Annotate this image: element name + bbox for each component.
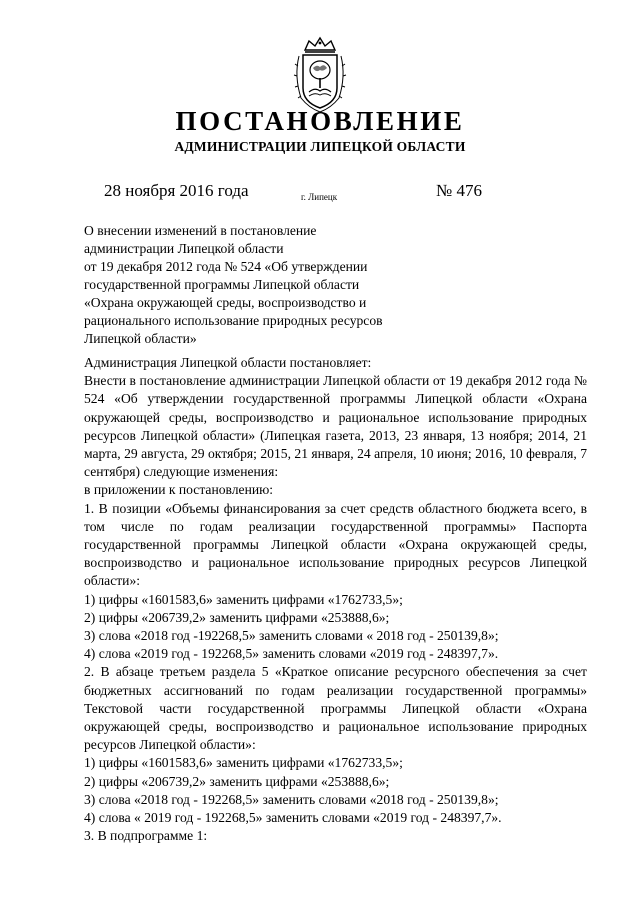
body-paragraph: 2. В абзаце третьем раздела 5 «Краткое описание ресурсного обеспечения за счет бюджетных ассигнований по годам реализации государственной программы» Текстовой части государственной программы Липецкой области «Охрана окружающей среды, воспроизводство и рациональное использование природных ресурсов Липецкой области»: bbox=[84, 664, 587, 753]
subject-line: О внесении изменений в постановление bbox=[84, 223, 317, 238]
body-list-item: 4) слова «2019 год - 192268,5» заменить словами «2019 год - 248397,7». bbox=[84, 646, 499, 662]
subject-line: «Охрана окружающей среды, воспроизводство и bbox=[84, 295, 367, 310]
body-list-item: 2) цифры «206739,2» заменить цифрами «253888,6»; bbox=[84, 609, 390, 625]
body-list-item: 4) слова « 2019 год - 192268,5» заменить словами «2019 год - 248397,7». bbox=[84, 810, 502, 826]
subject-line: Липецкой области» bbox=[84, 331, 197, 346]
body-paragraph: в приложении к постановлению: bbox=[84, 482, 274, 498]
body-list-item: 2) цифры «206739,2» заменить цифрами «253888,6»; bbox=[84, 773, 390, 789]
body-paragraph: 3. В подпрограмме 1: bbox=[84, 828, 208, 844]
body-list-item: 3) слова «2018 год - 192268,5» заменить словами «2018 год - 250139,8»; bbox=[84, 791, 499, 807]
document-number: № 476 bbox=[436, 181, 482, 200]
document-city: г. Липецк bbox=[301, 192, 338, 202]
subject-line: от 19 декабря 2012 года № 524 «Об утверждении bbox=[84, 259, 368, 274]
body-paragraph: Администрация Липецкой области постановляет: bbox=[84, 355, 372, 370]
document-subtitle: АДМИНИСТРАЦИИ ЛИПЕЦКОЙ ОБЛАСТИ bbox=[174, 139, 466, 154]
body-paragraph: Внести в постановление администрации Липецкой области от 19 декабря 2012 года № 524 «Об утверждении государственной программы Липецкой области «Охрана окружающей среды, воспроизводство и рациональное использование природных ресурсов Липецкой области» (Липецкая газета, 2013, 23 января, 13 ноября; 2014, 21 марта, 29 августа, 29 октября; 2015, 21 января, 24 апреля, 10 июня; 2016, 10 февраля, 7 сентября) следующие изменения: bbox=[84, 373, 587, 480]
subject-line: рационального использование природных ресурсов bbox=[84, 313, 383, 328]
subject-line: администрации Липецкой области bbox=[84, 241, 284, 256]
document-subject bbox=[84, 222, 444, 348]
document-date: 28 ноября 2016 года bbox=[104, 181, 249, 200]
body-list-item: 1) цифры «1601583,6» заменить цифрами «1762733,5»; bbox=[84, 755, 403, 771]
body-list-item: 3) слова «2018 год -192268,5» заменить словами « 2018 год - 250139,8»; bbox=[84, 628, 499, 644]
document-body bbox=[84, 354, 587, 845]
body-list-item: 1) цифры «1601583,6» заменить цифрами «1762733,5»; bbox=[84, 591, 403, 607]
subject-line: государственной программы Липецкой области bbox=[84, 277, 360, 292]
body-paragraph: 1. В позиции «Объемы финансирования за счет средств областного бюджета всего, в том числе по годам реализации государственной программы» Паспорта государственной программы Липецкой области «Охрана окружающей среды, воспроизводство и рациональное использование природных ресурсов Липецкой области»: bbox=[84, 500, 587, 589]
coat-of-arms-icon bbox=[289, 36, 351, 114]
document-title: ПОСТАНОВЛЕНИЕ bbox=[175, 106, 465, 136]
